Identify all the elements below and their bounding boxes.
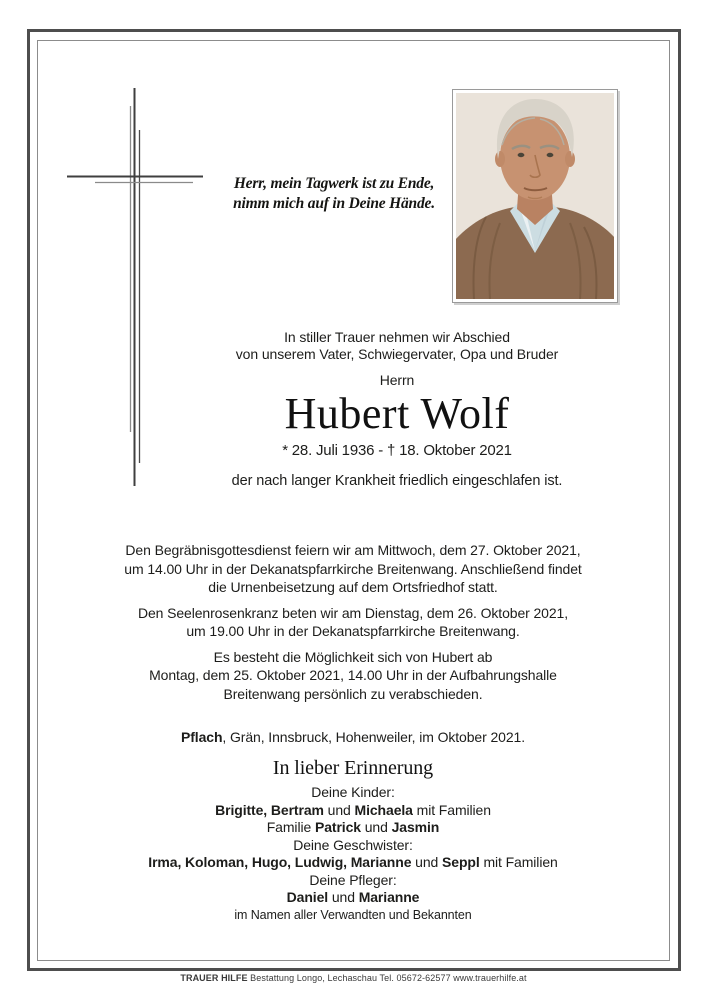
salutation: Herrn xyxy=(379,372,415,388)
text-segment: Brigitte, Bertram xyxy=(215,801,324,818)
intro-line-2: von unserem Vater, Schwiegervater, Opa und Bruder xyxy=(235,346,559,362)
text-segment: Michaela xyxy=(354,801,413,818)
farewell-line-1: Es besteht die Möglichkeit sich von Hubert ab xyxy=(213,648,493,665)
text-segment: TRAUER HILFE xyxy=(180,973,248,983)
family-label-siblings xyxy=(53,837,653,855)
text-segment: mit Familien xyxy=(412,801,491,818)
text-segment: Deine Pfleger: xyxy=(309,871,397,888)
text-segment: Deine Geschwister: xyxy=(293,836,413,853)
text-segment: Seppl xyxy=(442,854,480,870)
remembrance-heading: In lieber Erinnerung xyxy=(272,757,434,779)
text-segment: und xyxy=(360,819,392,835)
family-closing-line xyxy=(53,907,653,924)
text-segment: mit Familien xyxy=(479,854,558,870)
text-segment: Familie xyxy=(266,819,315,835)
rosary-paragraph xyxy=(53,604,653,641)
portrait-illustration xyxy=(456,93,614,299)
text-segment: im Namen aller Verwandten und Bekannten xyxy=(234,907,472,922)
family-siblings-names xyxy=(53,854,653,872)
birth-death-dates: * 28. Juli 1936 - † 18. Oktober 2021 xyxy=(282,442,512,459)
family-children-names-2 xyxy=(53,819,653,837)
family-label-carers xyxy=(53,872,653,890)
text-segment: Marianne xyxy=(358,889,420,905)
rosary-line-1: Den Seelenrosenkranz beten wir am Dienstag, dem 26. Oktober 2021, xyxy=(137,604,569,621)
text-segment: Deine Kinder: xyxy=(311,784,395,800)
intro-line-1: In stiller Trauer nehmen wir Abschied xyxy=(284,329,510,345)
rosary-line-2: um 19.00 Uhr in der Dekanatspfarrkirche Breitenwang. xyxy=(186,623,520,639)
funeral-line-2: um 14.00 Uhr in der Dekanatspfarrkirche Breitenwang. Anschließend findet xyxy=(124,560,582,577)
family-block xyxy=(53,784,653,924)
text-segment: Patrick xyxy=(314,819,361,835)
passing-note: der nach langer Krankheit friedlich eingeschlafen ist. xyxy=(231,473,563,489)
funeral-home-footer xyxy=(0,973,707,984)
announcement-block xyxy=(97,329,697,490)
service-details-block xyxy=(53,541,653,924)
farewell-paragraph xyxy=(53,648,653,704)
location-date-line xyxy=(53,728,653,746)
farewell-line-2: Montag, dem 25. Oktober 2021, 14.00 Uhr in der Aufbahrungshalle xyxy=(149,667,557,683)
text-segment: Pflach xyxy=(181,729,223,745)
funeral-paragraph xyxy=(53,541,653,597)
farewell-line-3: Breitenwang persönlich zu verabschieden. xyxy=(223,685,483,702)
text-segment: und xyxy=(411,854,443,870)
memorial-quote xyxy=(222,174,446,213)
family-children-names xyxy=(53,802,653,820)
text-segment: Daniel xyxy=(286,889,329,905)
text-segment: und xyxy=(323,801,355,818)
quote-line-1: Herr, mein Tagwerk ist zu Ende, xyxy=(233,175,435,192)
text-segment: Irma, Koloman, Hugo, Ludwig, Marianne xyxy=(148,854,412,870)
family-carers-names xyxy=(53,889,653,907)
text-segment: Bestattung Longo, Lechaschau Tel. 05672-62577 www.trauerhilfe.at xyxy=(247,973,527,983)
family-label-children xyxy=(53,784,653,802)
text-segment: Jasmin xyxy=(391,819,440,835)
quote-line-2: nimm mich auf in Deine Hände. xyxy=(233,194,435,212)
deceased-name: Hubert Wolf xyxy=(284,389,510,438)
deceased-portrait-photo xyxy=(452,89,618,303)
funeral-line-1: Den Begräbnisgottesdienst feiern wir am Mittwoch, dem 27. Oktober 2021, xyxy=(125,542,581,558)
text-segment: und xyxy=(328,889,359,905)
funeral-line-3: die Urnenbeisetzung auf dem Ortsfriedhof statt. xyxy=(208,579,498,595)
text-segment: , Grän, Innsbruck, Hohenweiler, im Oktober 2021. xyxy=(222,729,525,745)
